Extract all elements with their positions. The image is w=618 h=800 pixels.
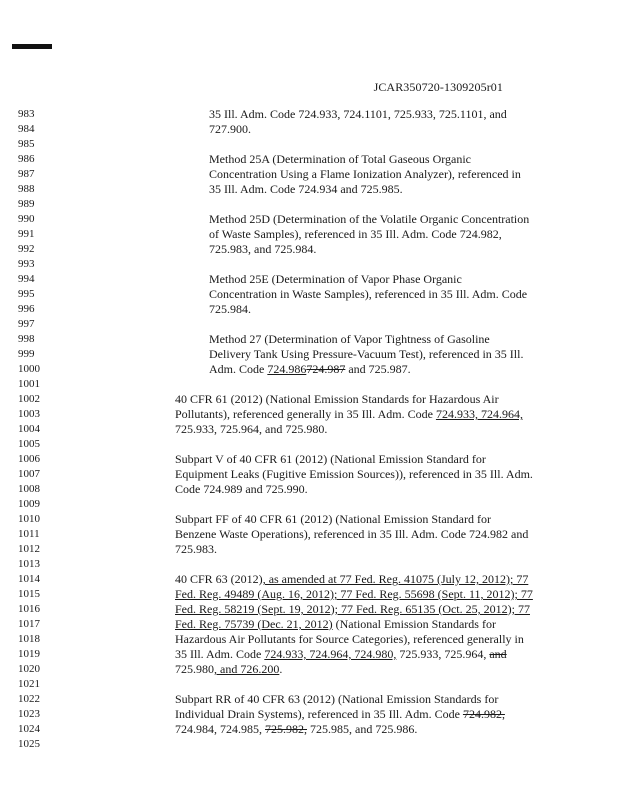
text-line: Method 25E (Determination of Vapor Phase Organic	[209, 272, 462, 286]
line-number: 999	[18, 348, 35, 360]
inserted-text: 724.933, 724.964,	[435, 407, 523, 421]
line-number: 983	[18, 108, 35, 120]
line-number: 1021	[18, 678, 40, 690]
document-id: JCAR350720-1309205r01	[373, 80, 503, 94]
line-number: 1010	[18, 513, 40, 525]
text-line: Subpart FF of 40 CFR 61 (2012) (National Emission Standard for	[175, 512, 491, 526]
text-run: Individual Drain Systems), referenced in 35 Ill. Adm. Code	[175, 707, 463, 721]
line-number: 1006	[18, 453, 40, 465]
text-line: Equipment Leaks (Fugitive Emission Sources)), referenced in 35 Ill. Adm.	[175, 467, 533, 481]
line-number: 1017	[18, 618, 40, 630]
text-run: 40 CFR 63 (2012)	[175, 572, 263, 586]
line-number: 992	[18, 243, 35, 255]
line-number: 998	[18, 333, 35, 345]
text-line: Method 27 (Determination of Vapor Tightness of Gasoline	[209, 332, 490, 346]
line-number: 988	[18, 183, 35, 195]
deleted-text: 725.982,	[265, 722, 307, 736]
text-line: 725.984.	[209, 302, 251, 316]
line-number: 997	[18, 318, 35, 330]
text-line: 725.983.	[175, 542, 217, 556]
line-number: 987	[18, 168, 35, 180]
text-line: 727.900.	[209, 122, 251, 136]
text-line: 35 Ill. Adm. Code 724.933, 724.1101, 725.933, 725.1101, and	[209, 107, 507, 121]
text-run: and 725.987.	[345, 362, 411, 376]
line-number: 1007	[18, 468, 40, 480]
line-number: 986	[18, 153, 35, 165]
text-line	[175, 708, 505, 721]
text-run: 725.985, and 725.986.	[307, 722, 418, 736]
text-line: Subpart RR of 40 CFR 63 (2012) (National Emission Standards for	[175, 692, 499, 706]
line-number: 994	[18, 273, 35, 285]
line-number: 1023	[18, 708, 40, 720]
text-line: Method 25A (Determination of Total Gaseous Organic	[209, 152, 471, 166]
line-number: 1002	[18, 393, 40, 405]
line-number: 990	[18, 213, 35, 225]
line-number: 995	[18, 288, 35, 300]
line-number: 1008	[18, 483, 40, 495]
line-number: 1019	[18, 648, 40, 660]
text-line	[175, 648, 507, 661]
inserted-text: 724.933, 724.964, 724.980,	[264, 647, 397, 661]
deleted-text: 724.987	[306, 362, 346, 376]
text-run: (National Emission Standards for	[332, 617, 496, 631]
text-run: 725.980	[175, 662, 214, 676]
text-run: 724.984, 724.985,	[175, 722, 265, 736]
text-line	[175, 573, 528, 586]
text-line: 725.933, 725.964, and 725.980.	[175, 422, 328, 436]
text-run: 725.933, 725.964,	[396, 647, 490, 661]
text-line	[175, 663, 282, 676]
text-line	[175, 723, 417, 736]
text-run: 35 Ill. Adm. Code	[175, 647, 265, 661]
text-line: Benzene Waste Operations), referenced in 35 Ill. Adm. Code 724.982 and	[175, 527, 529, 541]
text-line: 40 CFR 61 (2012) (National Emission Standards for Hazardous Air	[175, 392, 499, 406]
text-line	[175, 603, 530, 616]
line-number: 1015	[18, 588, 40, 600]
text-run: Adm. Code	[209, 362, 268, 376]
text-line: Concentration Using a Flame Ionization Analyzer), referenced in	[209, 167, 521, 181]
inserted-text: Fed. Reg. 49489 (Aug. 16, 2012); 77 Fed. Reg. 55698 (Sept. 11, 2012); 77	[175, 587, 533, 601]
text-line	[175, 408, 523, 421]
line-number: 1009	[18, 498, 40, 510]
text-line	[175, 618, 496, 631]
line-number: 1000	[18, 363, 40, 375]
line-number: 1025	[18, 738, 40, 750]
line-number: 993	[18, 258, 35, 270]
line-number: 1012	[18, 543, 40, 555]
text-line: Subpart V of 40 CFR 61 (2012) (National Emission Standard for	[175, 452, 486, 466]
inserted-text: Fed. Reg. 75739 (Dec. 21, 2012)	[175, 617, 333, 631]
text-line	[175, 588, 533, 601]
text-line: 35 Ill. Adm. Code 724.934 and 725.985.	[209, 182, 403, 196]
header-rule	[12, 44, 52, 49]
line-number: 1020	[18, 663, 40, 675]
line-number: 1003	[18, 408, 40, 420]
line-number: 1013	[18, 558, 40, 570]
inserted-text: 724.986	[267, 362, 307, 376]
line-number: 1016	[18, 603, 40, 615]
deleted-text: and	[489, 647, 507, 661]
text-run: Pollutants), referenced generally in 35 Ill. Adm. Code	[175, 407, 436, 421]
deleted-text: 724.982,	[462, 707, 505, 721]
line-number: 1014	[18, 573, 40, 585]
inserted-text: Fed. Reg. 58219 (Sept. 19, 2012); 77 Fed. Reg. 65135 (Oct. 25, 2012); 77	[175, 602, 530, 616]
line-number: 1024	[18, 723, 40, 735]
line-number: 991	[18, 228, 35, 240]
inserted-text: , as amended at 77 Fed. Reg. 41075 (July 12, 2012); 77	[262, 572, 529, 586]
text-line: Hazardous Air Pollutants for Source Categories), referenced generally in	[175, 632, 524, 646]
text-line: Delivery Tank Using Pressure-Vacuum Test), referenced in 35 Ill.	[209, 347, 524, 361]
line-number: 989	[18, 198, 35, 210]
text-line: Method 25D (Determination of the Volatile Organic Concentration	[209, 212, 530, 226]
line-number: 984	[18, 123, 35, 135]
text-line: 725.983, and 725.984.	[209, 242, 317, 256]
line-number: 1005	[18, 438, 40, 450]
line-number: 985	[18, 138, 35, 150]
text-line: of Waste Samples), referenced in 35 Ill. Adm. Code 724.982,	[209, 227, 502, 241]
line-number: 1018	[18, 633, 40, 645]
text-line: Code 724.989 and 725.990.	[175, 482, 308, 496]
line-number: 1022	[18, 693, 40, 705]
text-line	[209, 363, 411, 376]
text-run: .	[279, 662, 283, 676]
text-line: Concentration in Waste Samples), referenced in 35 Ill. Adm. Code	[209, 287, 528, 301]
line-number: 1001	[18, 378, 40, 390]
inserted-text: , and 726.200	[214, 662, 280, 676]
line-number: 996	[18, 303, 35, 315]
line-number: 1011	[18, 528, 40, 540]
line-number: 1004	[18, 423, 40, 435]
